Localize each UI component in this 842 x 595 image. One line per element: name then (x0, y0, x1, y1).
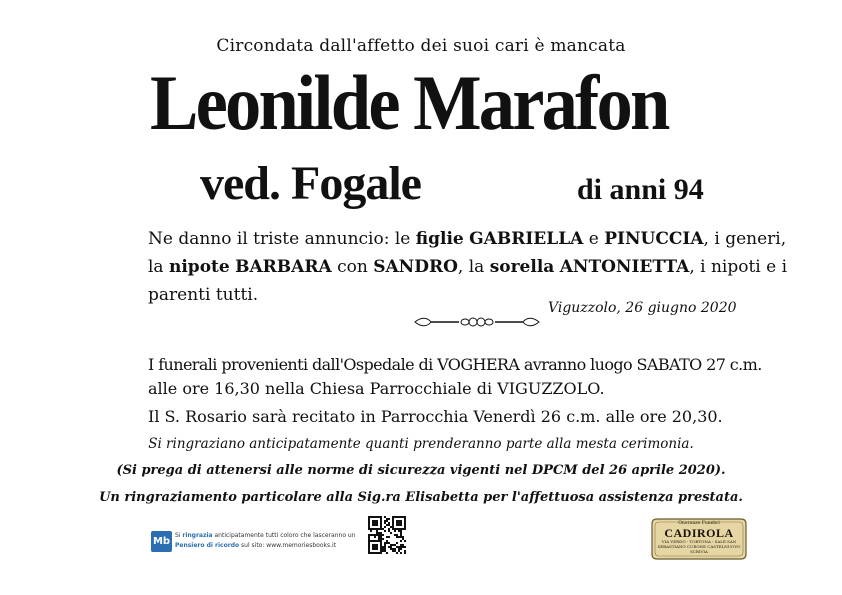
memories-text: Si (175, 532, 183, 539)
place-date: Viguzzolo, 26 giugno 2020 (548, 300, 737, 316)
qr-code[interactable] (368, 516, 406, 554)
announcement-text: , la (457, 257, 490, 277)
memories-accent: ringrazia (182, 532, 213, 539)
daughters-word: figlie (415, 229, 464, 249)
daughter-name: GABRIELLA (469, 229, 584, 249)
special-thanks-line: Un ringraziamento particolare alla Sig.ra Elisabetta per l'affettuosa assistenza prestata. (99, 490, 743, 505)
memoriesbooks-note (175, 531, 356, 551)
funeral-home-name: CADIROLA (664, 526, 734, 540)
memories-text: sul sito: (239, 542, 267, 549)
memories-accent: Pensiero di ricordo (175, 542, 240, 549)
funeral-home-plaque (651, 518, 747, 560)
memories-url[interactable]: www.memoriesbooks.it (266, 542, 337, 549)
announcement-with: con (331, 257, 374, 277)
funeral-home-heading: Onoranze Funebri (678, 521, 720, 526)
thanks-line: Si ringraziano anticipatamente quanti prenderanno parte alla mesta cerimonia. (148, 436, 694, 452)
funeral-line: I funerali provenienti dall'Ospedale di VOGHERA avranno luogo SABATO 27 c.m. (148, 355, 762, 374)
niece-word: nipote (168, 257, 230, 277)
widow-of: ved. Fogale (200, 157, 421, 210)
rosary-line: Il S. Rosario sarà recitato in Parrocchia Venerdì 26 c.m. alle ore 20,30. (148, 407, 723, 426)
announcement-tail: , i nipoti e i parenti tutti. (148, 257, 788, 305)
intro-line: Circondata dall'affetto dei suoi cari è mancata (216, 36, 626, 56)
funeral-home-address: VIA VERDO - TORTONA - SALE SAN SEBASTIANO CURONE CASTELNUOVO SCRIVIA (657, 539, 741, 554)
daughter-name: PINUCCIA (604, 229, 704, 249)
safety-rules-line: (Si prega di attenersi alle norme di sicurezza vigenti nel DPCM del 26 aprile 2020). (116, 463, 726, 478)
ornamental-divider (413, 315, 541, 329)
announcement-and: e (583, 229, 605, 249)
partner-name: SANDRO (373, 257, 458, 277)
memoriesbooks-logo: Mb (151, 531, 172, 552)
memories-text: anticipatamente tutti coloro che lasceranno un (212, 532, 356, 539)
age: di anni 94 (577, 173, 704, 206)
funeral-line: alle ore 16,30 nella Chiesa Parrocchiale di VIGUZZOLO. (148, 379, 605, 398)
deceased-name: Leonilde Marafon (150, 59, 668, 146)
announcement-text: , i generi, la (148, 229, 787, 277)
niece-name: BARBARA (235, 257, 332, 277)
announcement (148, 225, 788, 309)
sister-word: sorella (489, 257, 555, 277)
sister-name: ANTONIETTA (559, 257, 690, 277)
announcement-lead: Ne danno il triste annuncio: le (148, 229, 416, 249)
